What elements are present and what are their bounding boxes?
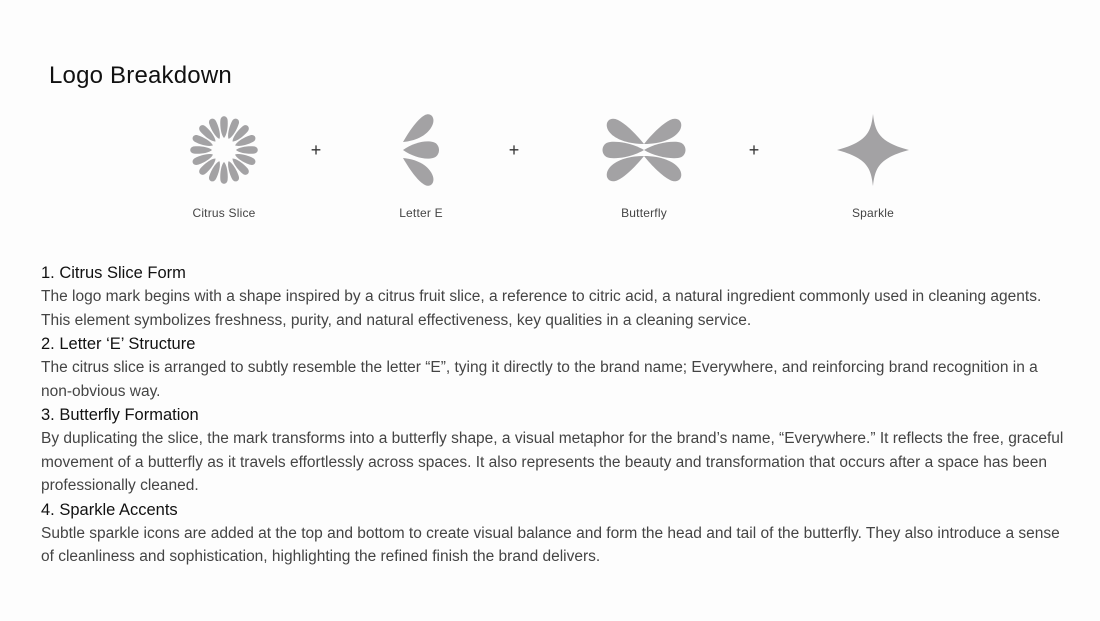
page-title: Logo Breakdown: [49, 62, 232, 90]
logo-part-sparkle: [803, 110, 943, 220]
section-body: The logo mark begins with a shape inspired by a citrus fruit slice, a reference to citric acid, a natural ingredient commonly used in cleaning agents. This element symbolizes freshness, purity, and natural effectiveness, key qualities in a cleaning service.: [41, 288, 1042, 329]
sparkle-icon: [803, 110, 943, 190]
logo-part-label: Sparkle: [851, 206, 895, 220]
plus-icon: +: [508, 140, 520, 160]
logo-description: [41, 261, 1071, 569]
section-body: The citrus slice is arranged to subtly resemble the letter “E”, tying it directly to the brand name; Everywhere, and reinforcing brand recognition in a non-obvious way.: [41, 359, 1038, 400]
section-butterfly: [41, 403, 1071, 498]
section-heading: 4. Sparkle Accents: [41, 500, 178, 519]
section-letter-e: [41, 332, 1071, 403]
section-sparkle: [41, 498, 1071, 569]
logo-part-label: Butterfly: [621, 206, 667, 220]
section-body: Subtle sparkle icons are added at the top and bottom to create visual balance and form the head and tail of the butterfly. They also introduce a sense of cleanliness and sophistication, highlighting the refined finish the brand delivers.: [41, 524, 1060, 565]
section-citrus-slice: [41, 261, 1071, 332]
butterfly-icon: [574, 110, 714, 190]
letter-e-icon: [351, 110, 491, 190]
section-heading: 1. Citrus Slice Form: [41, 264, 186, 282]
plus-icon: +: [748, 140, 760, 160]
logo-part-letter-e: [351, 110, 491, 220]
section-heading: 3. Butterfly Formation: [41, 406, 199, 424]
section-heading: 2. Letter ‘E’ Structure: [41, 335, 196, 353]
logo-part-citrus-slice: [154, 110, 294, 220]
logo-part-label: Citrus Slice: [192, 206, 256, 220]
logo-breakdown-row: [0, 110, 1100, 230]
section-body: By duplicating the slice, the mark transforms into a butterfly shape, a visual metaphor for the brand’s name, “Everywhere.” It reflects the free, graceful movement of a butterfly as it travels effortlessly across spaces. It also represents the beauty and transformation that occurs after a space has been professionally cleaned.: [41, 430, 1064, 494]
citrus-slice-icon: [154, 110, 294, 190]
logo-part-butterfly: [574, 110, 714, 220]
logo-part-label: Letter E: [399, 206, 443, 220]
plus-icon: +: [310, 140, 322, 160]
